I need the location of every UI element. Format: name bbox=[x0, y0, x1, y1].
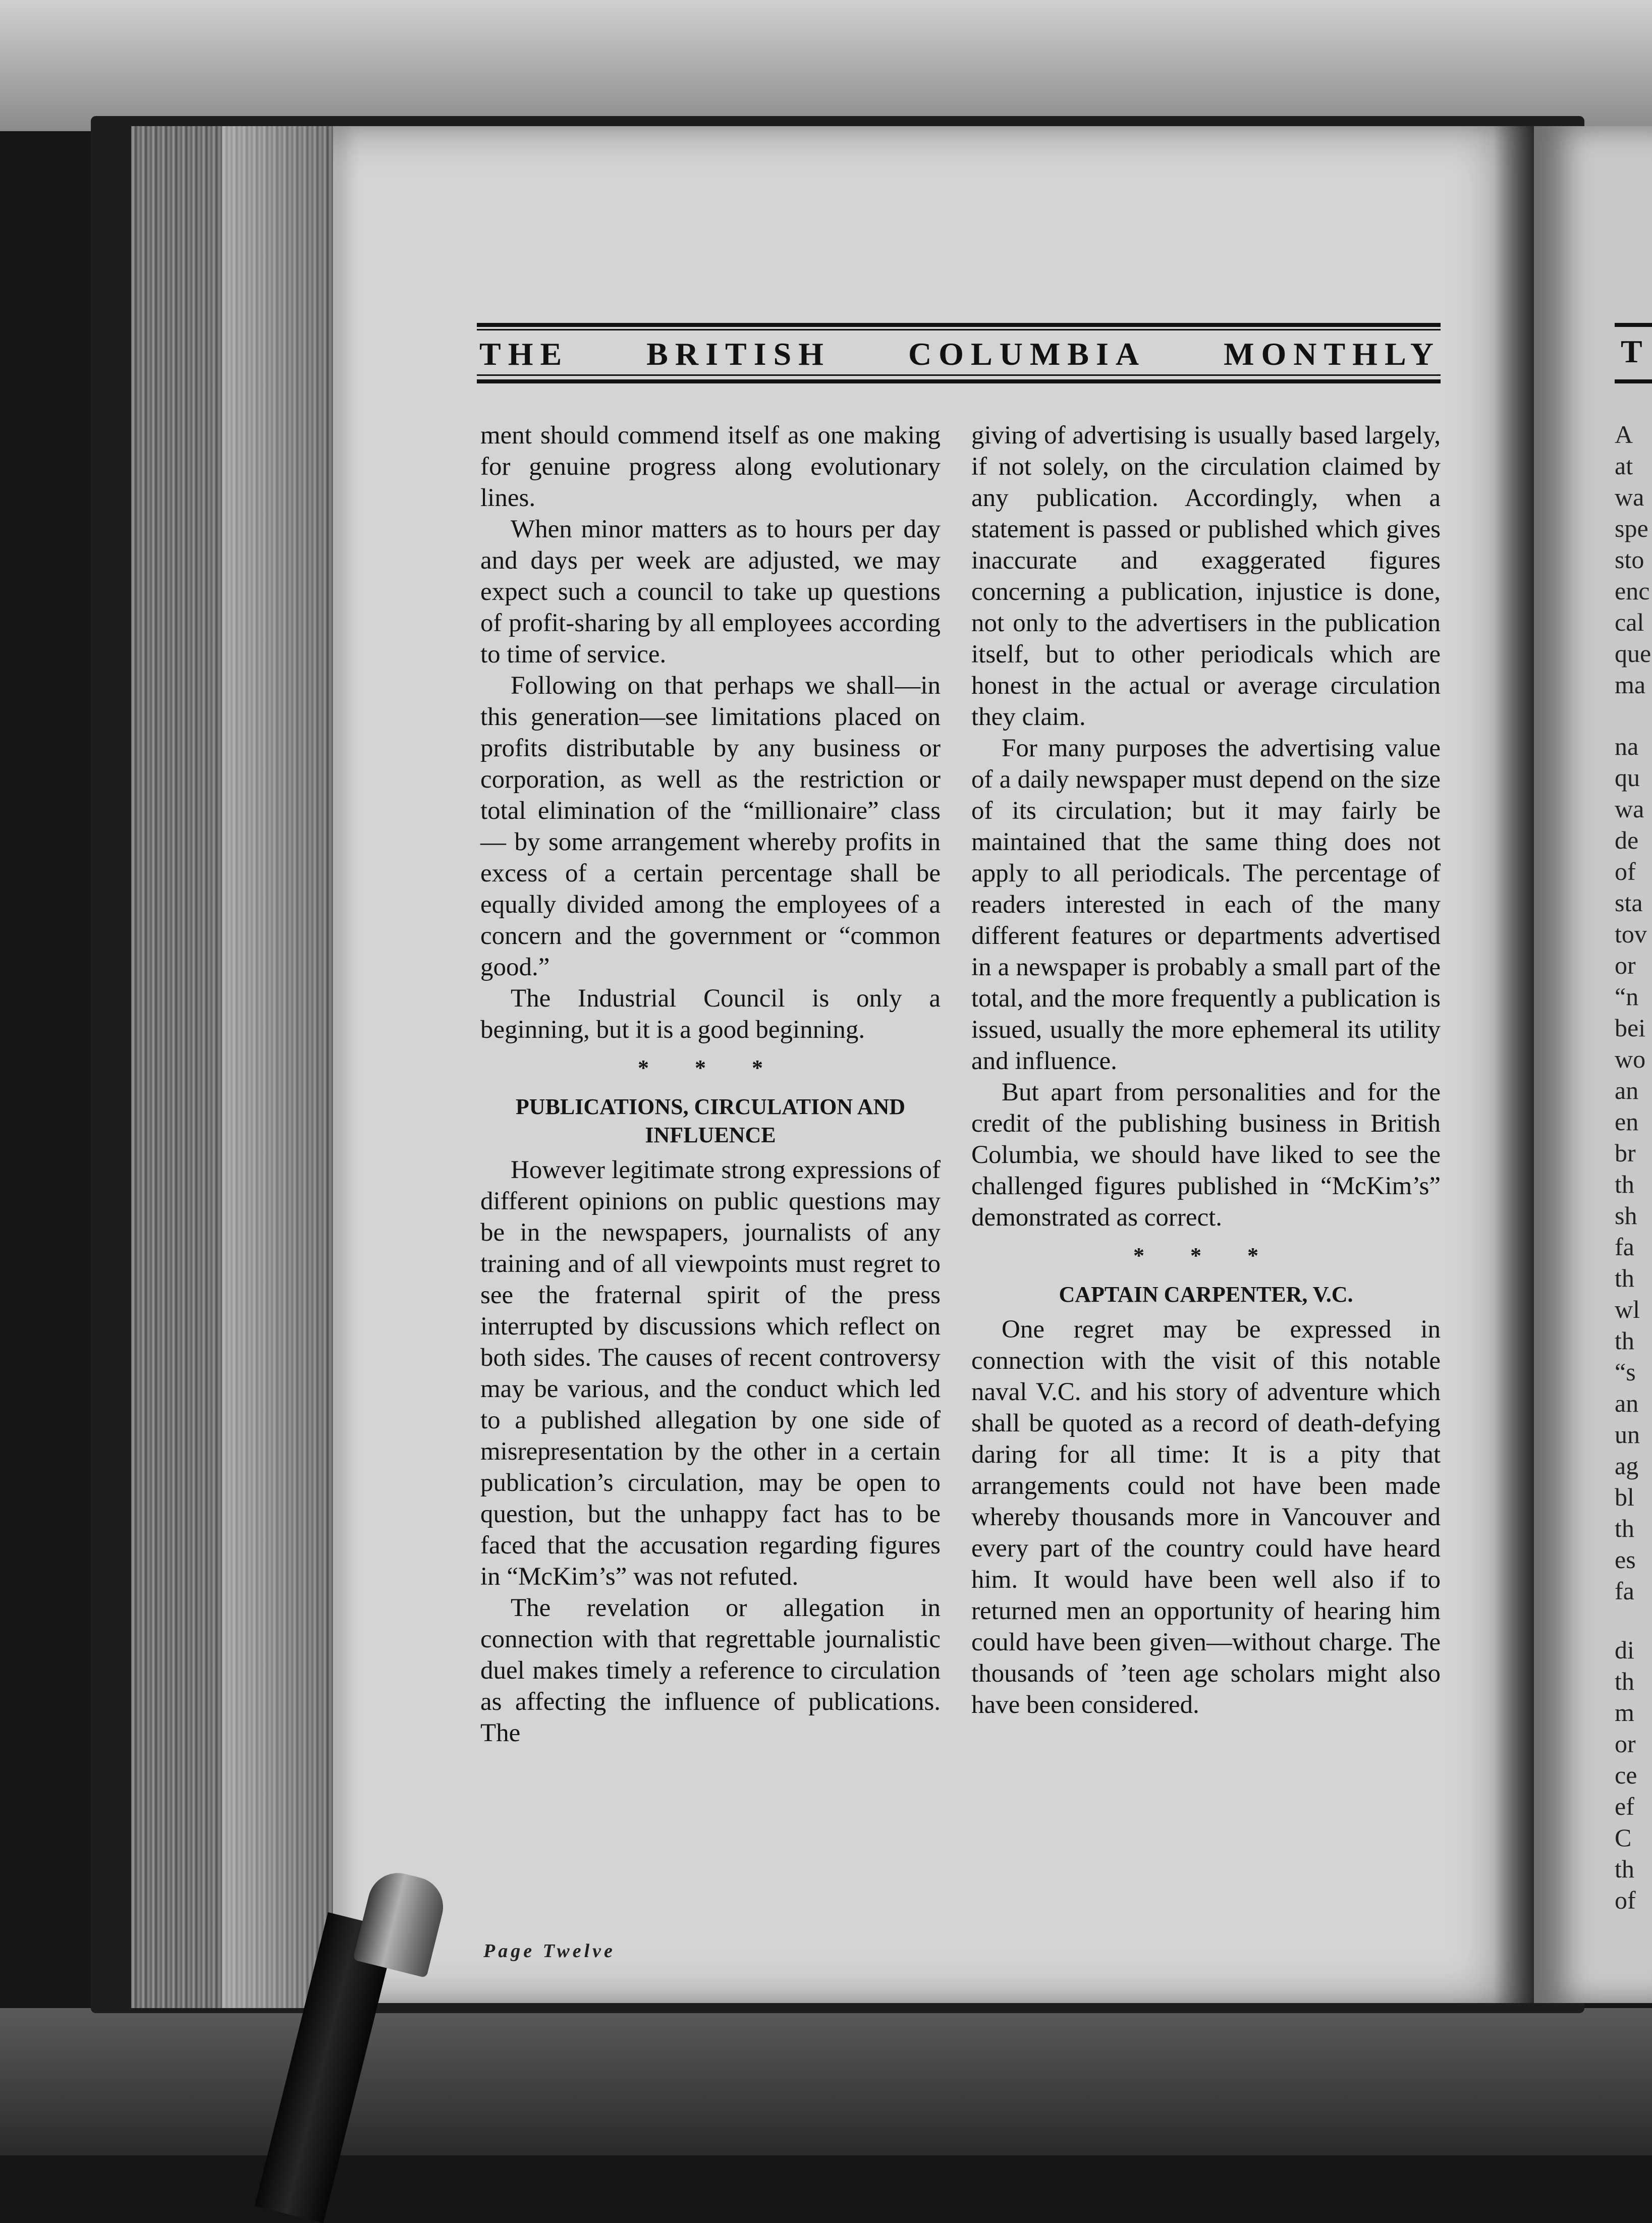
right-page-line-fragment: th bbox=[1615, 1264, 1634, 1292]
paragraph: Following on that perhaps we shall—in this generation—see limitations placed on profits distributable by any business or corporation, as well as the restriction or total elimination of the “millionaire” class — by some arrangement whereby profits in excess of a certain percentage shall be equally divided among the employees of a concern and the government or “common good.” bbox=[480, 672, 941, 981]
page-number-footer: Page Twelve bbox=[483, 1940, 616, 1962]
right-page-line-fragment: A bbox=[1615, 420, 1633, 449]
book-gutter bbox=[1494, 126, 1534, 2003]
paragraph: When minor matters as to hours per day and days per week are adjusted, we may expect such a council to take up questions of profit-sharing by all employees according to time of service. bbox=[480, 515, 941, 669]
right-page-line-fragment: th bbox=[1615, 1326, 1634, 1355]
header-rule-bottom bbox=[477, 379, 1441, 383]
right-column bbox=[971, 420, 1441, 1720]
right-page-line-fragment: or bbox=[1615, 951, 1636, 979]
right-page-line-fragment: fa bbox=[1615, 1577, 1634, 1605]
right-page-header-rule-top bbox=[1615, 323, 1652, 327]
right-page-line-fragment: di bbox=[1615, 1636, 1634, 1664]
right-page-line-fragment: m bbox=[1615, 1698, 1634, 1727]
right-page-line-fragment: of bbox=[1615, 1886, 1636, 1914]
right-page-line-fragment: C bbox=[1615, 1823, 1632, 1852]
section-divider: * * * bbox=[1133, 1243, 1279, 1268]
section-heading: PUBLICATIONS, CIRCULATION AND INFLUENCE bbox=[515, 1094, 906, 1147]
header-rule-top bbox=[477, 323, 1441, 327]
paragraph: But apart from personalities and for the credit of the publishing business in British Columbia, we should have liked to see the challenged figures published in “McKim’s” demonstrated as correct. bbox=[971, 1078, 1441, 1232]
right-page-line-fragment: cal bbox=[1615, 608, 1644, 636]
right-page-line-fragment: “s bbox=[1615, 1358, 1636, 1386]
running-header bbox=[479, 336, 1441, 373]
right-page-line-fragment: “n bbox=[1615, 982, 1639, 1011]
right-page-line-fragment: un bbox=[1615, 1420, 1640, 1449]
header-word: THE bbox=[479, 336, 569, 372]
page-edges-highlight bbox=[222, 126, 323, 2008]
paragraph: The revelation or allegation in connection with that regrettable journalistic duel makes timely a reference to circulation as affecting the influence of publications. The bbox=[480, 1594, 941, 1747]
background-bottom bbox=[0, 2008, 1652, 2155]
paragraph: However legitimate strong expressions of different opinions on public questions may be in the newspapers, journalists of any training and of all viewpoints must regret to see the fraternal spirit of the press interrupted by discussions which reflect on both sides. The causes of recent controversy may be various, and the conduct which led to a published allegation by one side of misrepresentation by the other in a certain publication’s circulation, may be open to question, but the unhappy fact has to be faced that the accusation regarding figures in “McKim’s” was not refuted. bbox=[480, 1156, 941, 1591]
paragraph: ment should commend itself as one making for genuine progress along evolutionary lines. bbox=[480, 421, 941, 512]
right-page-line-fragment: wa bbox=[1615, 795, 1644, 823]
right-page-line-fragment: ef bbox=[1615, 1792, 1634, 1820]
header-rule-top-thin bbox=[477, 329, 1441, 330]
right-page-line-fragment: sh bbox=[1615, 1201, 1637, 1230]
paragraph: One regret may be expressed in connection with the visit of this notable naval V.C. and his story of adventure which shall be quoted as a record of death-defying daring for all time: It is a pity that arrangements could not have been made whereby thousands more in Vancouver and every part of the country could have heard him. It would have been well also if to returned men an opportunity of hearing him could have been given—without charge. The thousands of ’teen age scholars might also have been considered. bbox=[971, 1315, 1441, 1719]
right-page-line-fragment: th bbox=[1615, 1855, 1634, 1883]
right-page-header-rule-bottom bbox=[1615, 379, 1652, 383]
paragraph: The Industrial Council is only a beginning, but it is a good beginning. bbox=[480, 984, 941, 1044]
section-divider: * * * bbox=[638, 1055, 783, 1080]
right-page-line-fragment: es bbox=[1615, 1545, 1636, 1574]
right-page-line-fragment: de bbox=[1615, 826, 1639, 854]
right-page-line-fragment: na bbox=[1615, 732, 1639, 760]
right-page-line-fragment: an bbox=[1615, 1389, 1639, 1417]
paragraph: For many purposes the advertising value of a daily newspaper must depend on the size of its circulation; but it may fairly be maintained that the same thing does not apply to all periodicals. The percentage of readers interested in each of the many different features or departments advertised in a newspaper is probably a small part of the total, and the more frequently a publication is issued, usually the more ephemeral its utility and influence. bbox=[971, 734, 1441, 1075]
left-column bbox=[480, 420, 941, 1749]
right-page-line-fragment: bei bbox=[1615, 1014, 1646, 1042]
header-word: MONTHLY bbox=[1224, 336, 1441, 372]
right-page-line-fragment: br bbox=[1615, 1139, 1636, 1167]
right-page-line-fragment: an bbox=[1615, 1076, 1639, 1104]
right-page-line-fragment: th bbox=[1615, 1514, 1634, 1542]
right-page-line-fragment: wo bbox=[1615, 1045, 1646, 1073]
right-page-header-fragment: T bbox=[1621, 334, 1642, 369]
right-page-line-fragment: or bbox=[1615, 1730, 1636, 1758]
right-page-line-fragment: th bbox=[1615, 1667, 1634, 1695]
right-page-line-fragment: sta bbox=[1615, 888, 1643, 917]
right-page-line-fragment: ag bbox=[1615, 1452, 1639, 1480]
header-word: COLUMBIA bbox=[908, 336, 1146, 372]
right-page-line-fragment: ce bbox=[1615, 1761, 1637, 1789]
right-page-line-fragment: wa bbox=[1615, 483, 1644, 511]
header-word: BRITISH bbox=[646, 336, 831, 372]
right-page-line-fragment: en bbox=[1615, 1107, 1639, 1136]
paragraph: giving of advertising is usually based largely, if not solely, on the circulation claimed by any publication. Accordingly, when a statement is passed or published which gives inaccurate and exaggerated figures concerning a publication, injustice is done, not only to the advertisers in the publication itself, but to other periodicals which are honest in the actual or average circulation they claim. bbox=[971, 421, 1441, 731]
right-page-line-fragment: of bbox=[1615, 857, 1636, 885]
right-page-line-fragment: spe bbox=[1615, 514, 1648, 542]
right-page-line-fragment: at bbox=[1615, 452, 1633, 480]
header-rule-bottom-thin bbox=[477, 374, 1441, 376]
background-top bbox=[0, 0, 1652, 131]
right-page-line-fragment: th bbox=[1615, 1170, 1634, 1198]
right-page-line-fragment: tov bbox=[1615, 920, 1647, 948]
right-page-line-fragment: que bbox=[1615, 639, 1651, 668]
right-page-line-fragment: sto bbox=[1615, 545, 1644, 574]
right-page-line-fragment: wl bbox=[1615, 1295, 1640, 1323]
right-page-line-fragment: enc bbox=[1615, 577, 1650, 605]
right-page-line-fragment: fa bbox=[1615, 1233, 1634, 1261]
right-page-line-fragment: ma bbox=[1615, 671, 1646, 699]
right-page-line-fragment: qu bbox=[1615, 763, 1640, 792]
section-heading: CAPTAIN CARPENTER, V.C. bbox=[1059, 1282, 1353, 1307]
right-page-line-fragment: bl bbox=[1615, 1483, 1634, 1511]
